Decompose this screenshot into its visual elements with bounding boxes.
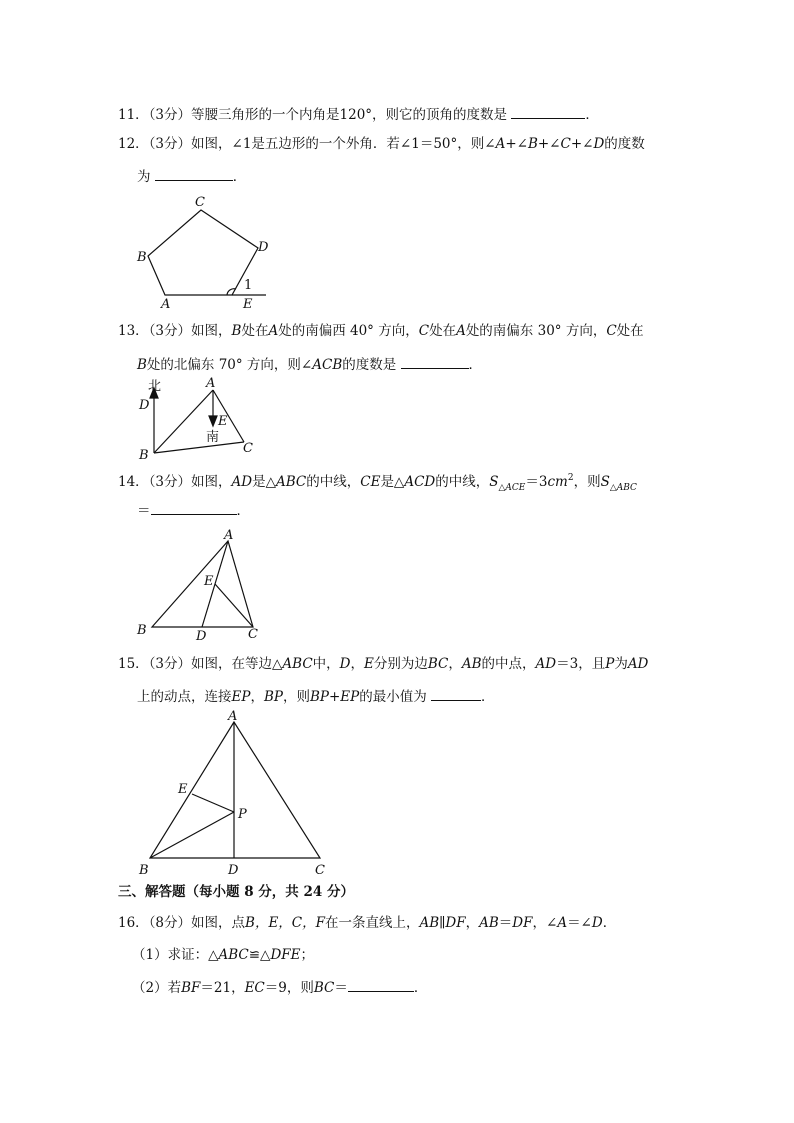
label-D: D	[196, 629, 207, 644]
q16-p1-cong: ≌△	[248, 947, 271, 963]
q16-p2-bc: BC	[313, 980, 335, 996]
q15-e: E	[364, 656, 374, 672]
q16-p1-end: ；	[300, 947, 314, 963]
q14-ce: CE	[360, 474, 381, 490]
section-3-heading: 三、解答题（每小题 8 分，共 24 分）	[118, 884, 354, 900]
label-E: E	[178, 782, 188, 797]
q14-text4: 是△	[380, 474, 405, 490]
q15-text3: 分别为边	[373, 656, 428, 672]
q13-text8: 的度数是	[342, 357, 397, 373]
q16-ab: AB	[479, 915, 499, 931]
q12-plus1: +∠	[505, 136, 528, 152]
q16-text3: ，	[465, 915, 480, 931]
q15-end: ．	[481, 689, 495, 705]
label-C: C	[248, 627, 258, 642]
q12-a: A	[495, 136, 506, 152]
q14-s1: S	[489, 474, 499, 490]
q14-text7: ，则	[573, 474, 601, 490]
q12-plus3: +∠	[570, 136, 594, 152]
label-C: C	[195, 195, 205, 210]
q15-ad: AD	[535, 656, 557, 672]
label-B: B	[139, 863, 149, 878]
q15-comma3: ，	[250, 689, 264, 705]
q15-ep: EP	[231, 689, 251, 705]
q13-b2: B	[137, 357, 147, 373]
q14-text5: 的中线，	[435, 474, 490, 490]
q16-text4: ＝	[498, 915, 513, 931]
q12-text: 如图，∠1是五边形的一个外角．若∠1＝50°，则∠	[191, 136, 496, 152]
q12-plus2: +∠	[537, 136, 561, 152]
q16-p2-eq: ＝	[334, 980, 348, 996]
q14-score: （3分）	[148, 474, 192, 490]
q15-bpep: BP+EP	[309, 689, 360, 705]
q16-p1-dfe: DFE	[270, 947, 301, 963]
q14-acd: ACD	[404, 474, 436, 490]
q16-p2-ec: EC	[244, 980, 265, 996]
question-16-line1	[118, 914, 616, 932]
q14-sub1: △ACE	[498, 483, 526, 493]
q16-p1-label: （1）求证：△	[132, 947, 219, 963]
q14-text2: 是△	[252, 474, 276, 490]
q16-p1-abc: ABC	[218, 947, 249, 963]
q12-d: D	[593, 136, 605, 152]
q13-end: ．	[468, 357, 483, 373]
q13-a1: A	[268, 323, 279, 339]
label-E: E	[218, 414, 228, 429]
q14-s2: S	[600, 474, 610, 490]
q12-b: B	[527, 136, 538, 152]
q15-bc: BC	[427, 656, 449, 672]
label-B: B	[137, 623, 147, 638]
q13-score: （3分）	[148, 323, 192, 339]
q14-end: ．	[236, 503, 250, 519]
label-P: P	[238, 807, 247, 822]
q13-text2: 处在	[241, 323, 269, 339]
q14-cm: cm	[547, 474, 568, 490]
label-E: E	[243, 297, 253, 312]
q15-bp: BP	[263, 689, 283, 705]
q16-ab-parallel-df: AB∥DF	[419, 915, 466, 931]
q14-text6: ＝3	[525, 474, 548, 490]
q15-score: （3分）	[148, 656, 192, 672]
q14-abc: ABC	[276, 474, 307, 490]
q14-text3: 的中线，	[306, 474, 361, 490]
q15-d: D	[339, 656, 351, 672]
label-A: A	[228, 709, 238, 724]
q15-text1: 如图，在等边△	[191, 656, 283, 672]
label-D: D	[139, 398, 150, 413]
label-north: 北	[148, 379, 162, 394]
q13-c1: C	[418, 323, 430, 339]
q13-text1: 如图，	[191, 323, 232, 339]
q15-comma2: ，	[448, 656, 462, 672]
label-B: B	[137, 250, 147, 265]
q14-text1: 如图，	[191, 474, 232, 490]
q13-a2: A	[456, 323, 466, 339]
q15-text2: 中，	[312, 656, 340, 672]
q15-text7: 上的动点，连接	[137, 689, 232, 705]
q11-number: 11．	[118, 107, 149, 123]
label-angle-1: 1	[244, 278, 253, 293]
q15-text4: 的中点，	[481, 656, 536, 672]
q16-p2-text2: ＝9，则	[264, 980, 314, 996]
q12-c: C	[560, 136, 571, 152]
q13-text7: 处的北偏东 70° 方向，则∠	[146, 357, 313, 373]
question-16-part2	[132, 977, 427, 997]
q15-ad2: AD	[627, 656, 649, 672]
q15-comma: ，	[350, 656, 364, 672]
q16-df: DF	[512, 915, 533, 931]
q15-text6: 为	[614, 656, 628, 672]
q13-text5: 处的南偏东 30° 方向，	[465, 323, 607, 339]
q16-text2: 在一条直线上，	[325, 915, 420, 931]
q13-acb: ACB	[312, 357, 343, 373]
label-D: D	[228, 863, 239, 878]
q15-abc: ABC	[282, 656, 313, 672]
q15-ab: AB	[461, 656, 482, 672]
q16-p2-bf: BF	[181, 980, 201, 996]
question-16-part1	[132, 946, 314, 964]
q16-text6: ＝∠	[567, 915, 592, 931]
q11-score: （3分）	[148, 107, 192, 123]
q15-p: P	[605, 656, 615, 672]
label-C: C	[243, 441, 253, 456]
label-C: C	[315, 863, 325, 878]
segment-EP	[192, 794, 234, 812]
q16-p2-label: （2）若	[132, 980, 182, 996]
label-A: A	[206, 376, 216, 391]
q16-d: D	[591, 915, 603, 931]
q12-end: ．	[232, 169, 247, 185]
q16-points: B，E，C，F	[245, 915, 326, 931]
q14-eq: ＝	[137, 503, 151, 519]
q12-number: 12．	[118, 136, 149, 152]
q16-a: A	[557, 915, 568, 931]
q13-number: 13．	[118, 323, 149, 339]
q16-answer-blank[interactable]	[348, 977, 414, 992]
q16-text5: ，∠	[532, 915, 558, 931]
q11-text: 等腰三角形的一个内角是120°，则它的顶角的度数是	[191, 107, 508, 123]
q13-text4: 处在	[429, 323, 457, 339]
q13-text3: 处的南偏西 40° 方向，	[278, 323, 419, 339]
segment-BP	[150, 812, 234, 858]
label-B: B	[139, 448, 149, 463]
q12-score: （3分）	[148, 136, 192, 152]
label-south: 南	[206, 430, 220, 445]
triangle-ABC	[150, 722, 320, 858]
q13-b1: B	[231, 323, 242, 339]
q14-sub2: △ABC	[609, 483, 637, 493]
q12-text3: 为	[137, 169, 151, 185]
q16-p2-end: ．	[413, 980, 428, 996]
q15-text8: ，则	[282, 689, 310, 705]
q15-text9: 的最小值为	[359, 689, 427, 705]
q13-text6: 处在	[616, 323, 644, 339]
label-D: D	[258, 240, 269, 255]
q14-sq: 2	[567, 473, 574, 483]
q15-number: 15．	[118, 656, 149, 672]
q16-score: （8分）	[148, 915, 192, 931]
q16-number: 16．	[118, 915, 149, 931]
q11-end: ．	[585, 107, 599, 123]
q14-number: 14．	[118, 474, 149, 490]
q12-text2: 的度数	[604, 136, 645, 152]
q14-ad: AD	[231, 474, 253, 490]
label-A: A	[161, 297, 171, 312]
q16-end: ．	[602, 915, 617, 931]
q13-c2: C	[606, 323, 617, 339]
label-A: A	[224, 528, 234, 543]
label-E: E	[204, 574, 214, 589]
q16-p2-text1: ＝21，	[200, 980, 245, 996]
q16-text1: 如图，点	[191, 915, 246, 931]
q15-text5: ＝3，且	[556, 656, 606, 672]
